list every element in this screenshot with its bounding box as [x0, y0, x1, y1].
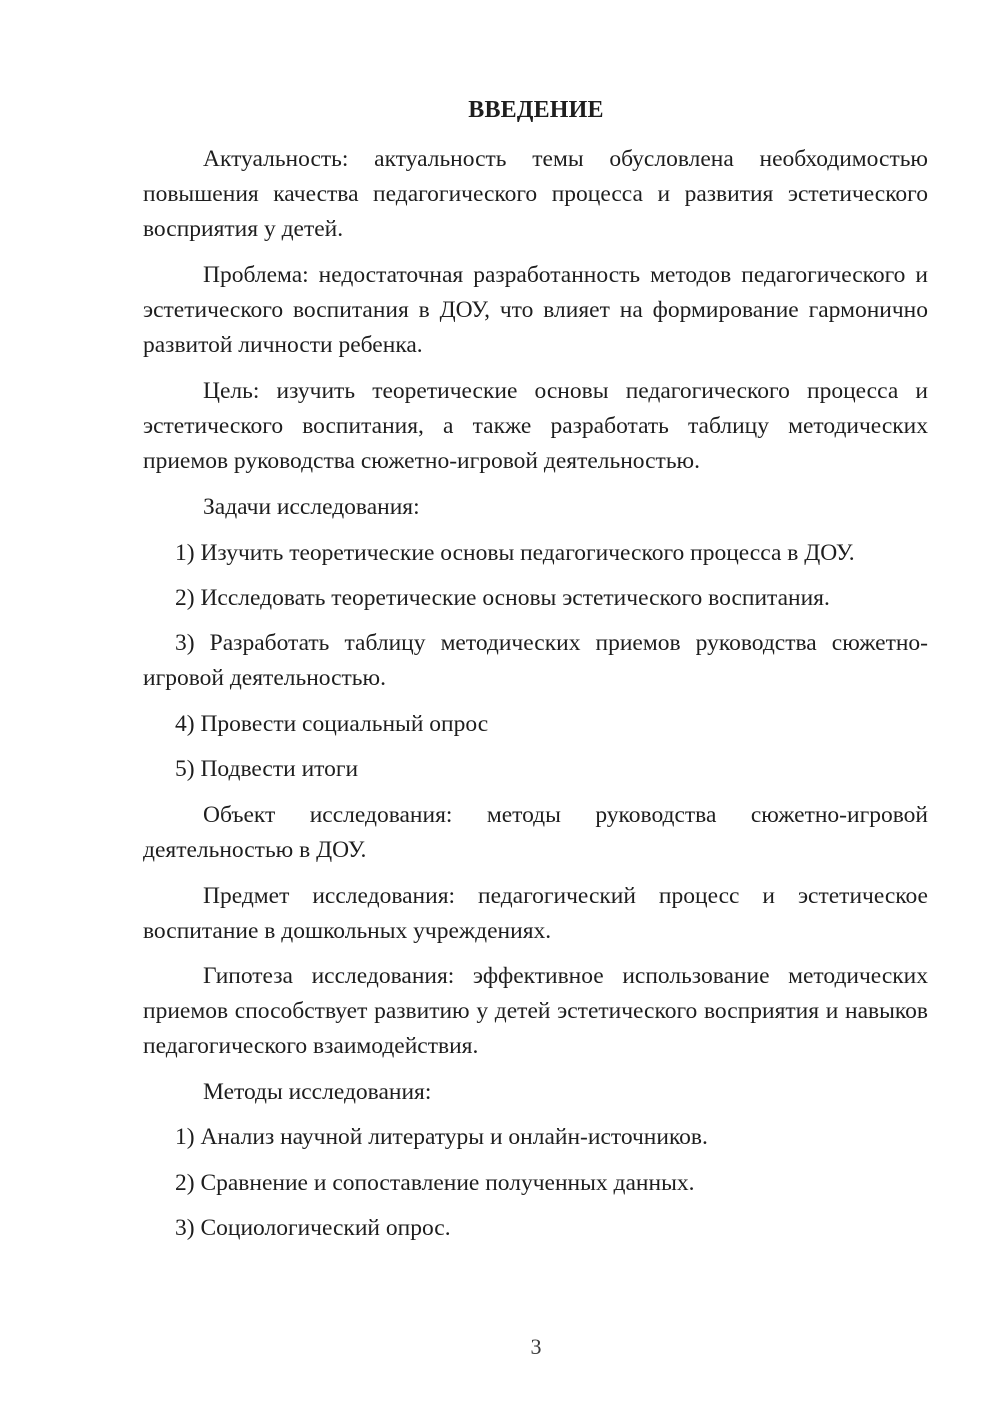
method-item-1-block	[143, 1120, 928, 1155]
page-title: ВВЕДЕНИЕ	[468, 97, 604, 123]
method-item-2-block	[143, 1166, 928, 1201]
relevance-paragraph	[143, 142, 928, 247]
object-paragraph	[143, 798, 928, 868]
task-item-2-block	[143, 581, 928, 616]
task-item-4-block	[143, 707, 928, 742]
task-item: 5) Подвести итоги	[175, 756, 359, 782]
problem-paragraph	[143, 258, 928, 363]
page-number: 3	[530, 1334, 542, 1359]
hypothesis-text: Гипотеза исследования: эффективное использование методических приемов способствует развитию у детей эстетического восприятия и навыков педагогического взаимодействия.	[143, 963, 928, 1059]
task-item: 1) Изучить теоретические основы педагогического процесса в ДОУ.	[175, 540, 855, 566]
tasks-heading: Задачи исследования:	[203, 494, 420, 520]
method-item-3-block	[143, 1211, 928, 1246]
task-item-5-block	[143, 752, 928, 787]
relevance-text: Актуальность: актуальность темы обусловлена необходимостью повышения качества педагогического процесса и развития эстетического восприятия у детей.	[143, 146, 928, 242]
hypothesis-paragraph	[143, 959, 928, 1064]
object-text: Объект исследования: методы руководства сюжетно-игровой деятельностью в ДОУ.	[143, 802, 928, 863]
methods-heading-block	[143, 1075, 928, 1110]
method-item: 3) Социологический опрос.	[175, 1215, 451, 1241]
problem-text: Проблема: недостаточная разработанность методов педагогического и эстетического воспитания в ДОУ, что влияет на формирование гармонично развитой личности ребенка.	[143, 262, 928, 358]
task-item-1-block	[143, 536, 928, 571]
subject-paragraph	[143, 879, 928, 949]
task-item: 3) Разработать таблицу методических приемов руководства сюжетно-игровой деятельностью.	[143, 630, 928, 691]
method-item: 2) Сравнение и сопоставление полученных данных.	[175, 1170, 695, 1196]
task-item-3-block	[143, 626, 928, 696]
goal-text: Цель: изучить теоретические основы педагогического процесса и эстетического воспитания, а также разработать таблицу методических приемов руководства сюжетно-игровой деятельностью.	[143, 378, 928, 474]
method-item: 1) Анализ научной литературы и онлайн-источников.	[175, 1124, 708, 1150]
task-item: 4) Провести социальный опрос	[175, 711, 489, 737]
subject-text: Предмет исследования: педагогический процесс и эстетическое воспитание в дошкольных учреждениях.	[143, 883, 928, 944]
methods-heading: Методы исследования:	[203, 1079, 432, 1105]
tasks-heading-block	[143, 490, 928, 525]
task-item: 2) Исследовать теоретические основы эстетического воспитания.	[175, 585, 830, 611]
goal-paragraph	[143, 374, 928, 479]
